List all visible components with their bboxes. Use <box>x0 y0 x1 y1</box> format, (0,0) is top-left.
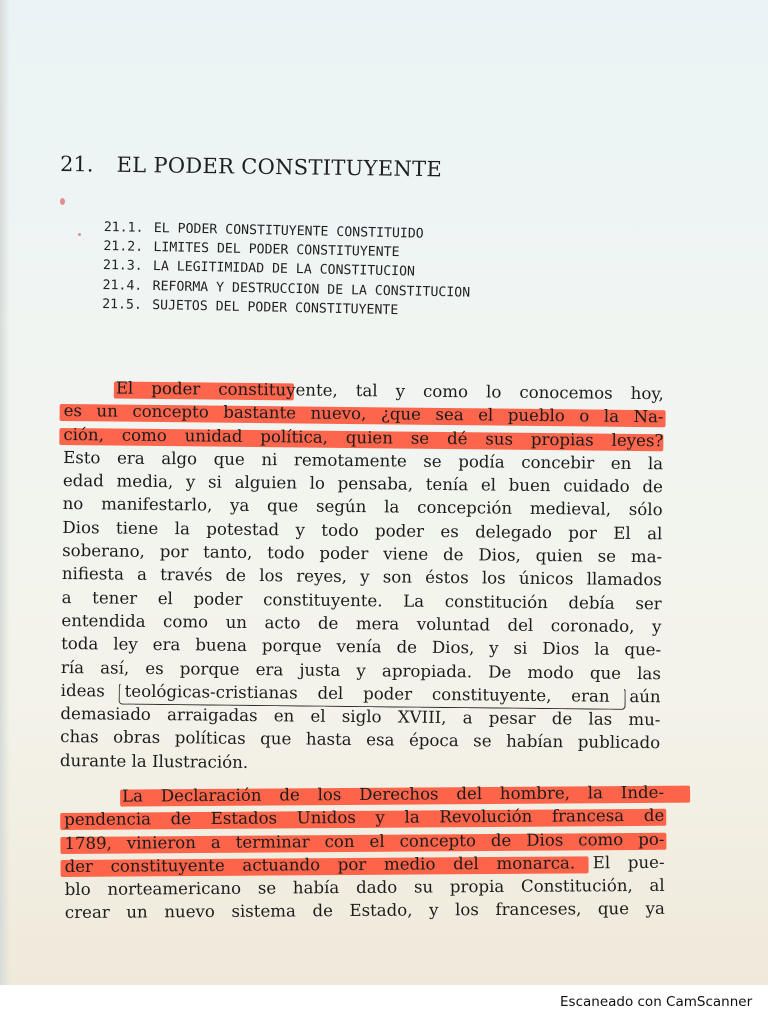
toc-item: 21.1. EL PODER CONSTITUYENTE CONSTITUIDO <box>103 219 424 242</box>
text-line: El poder constituyente, tal y como lo conocemos hoy, <box>64 376 664 406</box>
text-line: edad media, y si alguien lo pensaba, tenía el buen cuidado de <box>62 471 663 497</box>
ink-speck <box>78 233 81 236</box>
table-of-contents <box>102 218 624 325</box>
text-line: soberano, por tanto, todo poder viene de Dios, quien se ma- <box>62 541 663 567</box>
ink-speck <box>60 198 65 205</box>
toc-item: 21.2. LIMITES DEL PODER CONSTITUYENTE <box>103 239 400 261</box>
text-line: crear un nuevo sistema de Estado, y los franceses, que ya <box>64 899 665 923</box>
text-line: ideas teológicas-cristianas del poder constituyente, eran aún <box>61 679 661 709</box>
text-line: 1789, vinieron a terminar con el concepto de Dios como po- <box>64 827 664 854</box>
chapter-heading <box>60 152 480 194</box>
chapter-number: 21. <box>59 152 94 177</box>
text-line: no manifestarlo, ya que según la concepción medieval, sólo <box>62 494 663 520</box>
text-line: Esto era algo que ni remotamente se podía concebir en la <box>63 447 664 474</box>
toc-item: 21.5. SUJETOS DEL PODER CONSTITUYENTE <box>102 296 399 318</box>
text-line: pendencia de Estados Unidos y la Revolución francesa de <box>64 804 664 831</box>
toc-item: 21.3. LA LEGITIMIDAD DE LA CONSTITUCION <box>102 258 416 280</box>
text-line: La Declaración de los Derechos del hombre, la Inde- <box>64 781 664 808</box>
text-line: blo norteamericano se había dado su propia Constitución, al <box>64 875 665 900</box>
chapter-title: EL PODER CONSTITUYENTE <box>116 152 443 182</box>
text-line: entendida como un acto de mera voluntad del coronado, y <box>61 610 662 637</box>
text-line: der constituyente actuando por medio del monarca. El pue- <box>64 851 664 878</box>
paragraph-2 <box>64 781 665 925</box>
text-line: chas obras políticas que hasta esa época se habían publicado <box>60 727 661 753</box>
text-line: Dios tiene la potestad y todo poder es delegado por El al <box>62 517 663 544</box>
text-line: ría así, es porque era justa y apropiada. De modo que las <box>60 657 662 683</box>
scanner-watermark: Escaneado con CamScanner <box>560 994 753 1010</box>
text-line: durante la Ilustración. <box>59 750 249 772</box>
text-line: ción, como unidad política, quien se dé sus propias leyes? <box>63 423 663 453</box>
paragraph-1 <box>60 376 664 778</box>
text-line: nifiesta a través de los reyes, y son éstos los únicos llamados <box>61 564 662 590</box>
page-edge <box>0 0 10 985</box>
text-line: demasiado arraigadas en el siglo XVIII, a pesar de las mu- <box>60 704 661 730</box>
toc-item: 21.4. REFORMA Y DESTRUCCION DE LA CONSTITUCION <box>102 277 471 301</box>
text-line: toda ley era buena porque venía de Dios, y si Dios la que- <box>61 634 662 660</box>
text-line: a tener el poder constituyente. La constitución debía ser <box>61 587 662 613</box>
text-line: es un concepto bastante nuevo, ¿que sea el pueblo o la Na- <box>64 399 664 429</box>
